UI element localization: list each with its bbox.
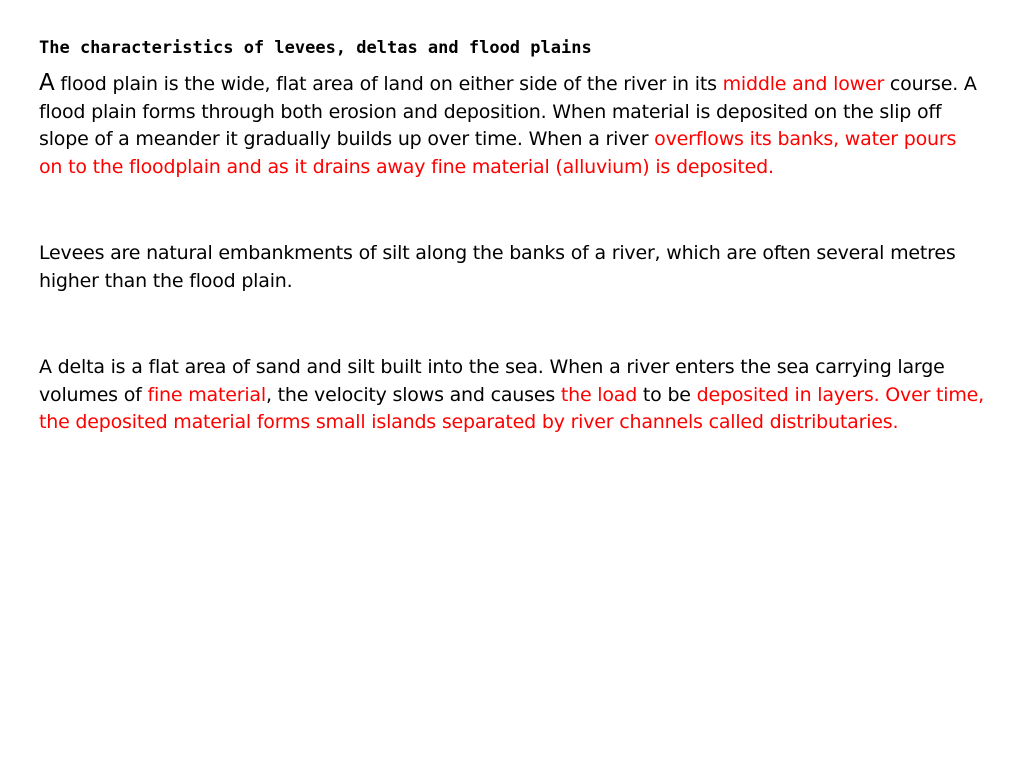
delta-highlight-2: the load xyxy=(560,383,638,406)
flood-plain-paragraph xyxy=(39,70,984,181)
flood-plain-highlight-1: middle and lower xyxy=(722,73,885,95)
delta-highlight-1: fine material xyxy=(147,383,266,406)
flood-plain-highlight-2: overflows its banks, water pours on to the floodplain and as it drains away fine material (alluvium) is deposited. xyxy=(39,128,957,178)
drop-cap: A xyxy=(39,70,55,96)
delta-text-3: to be xyxy=(637,383,697,406)
delta-text-2: , the velocity slows and causes xyxy=(265,383,561,406)
delta-text-1: A delta is a flat area of sand and silt built into the sea. When a river enters the sea carrying large volumes of xyxy=(39,356,945,406)
levees-paragraph xyxy=(39,240,984,295)
levees-text: Levees are natural embankments of silt along the banks of a river, which are often several metres higher than the flood plain. xyxy=(39,242,956,292)
delta-highlight-3: deposited in layers. Over time, the deposited material forms small islands separated by river channels called distributaries. xyxy=(39,383,985,433)
flood-plain-text-1: flood plain is the wide, flat area of land on either side of the river in its xyxy=(54,73,723,95)
flood-plain-text-2: course. A flood plain forms through both erosion and deposition. When material is deposited on the slip off slope of a meander it gradually builds up over time. When a river xyxy=(39,73,977,150)
slide-title: The characteristics of levees, deltas and flood plains xyxy=(39,38,592,58)
delta-paragraph xyxy=(39,354,984,437)
slide-content xyxy=(39,34,984,437)
